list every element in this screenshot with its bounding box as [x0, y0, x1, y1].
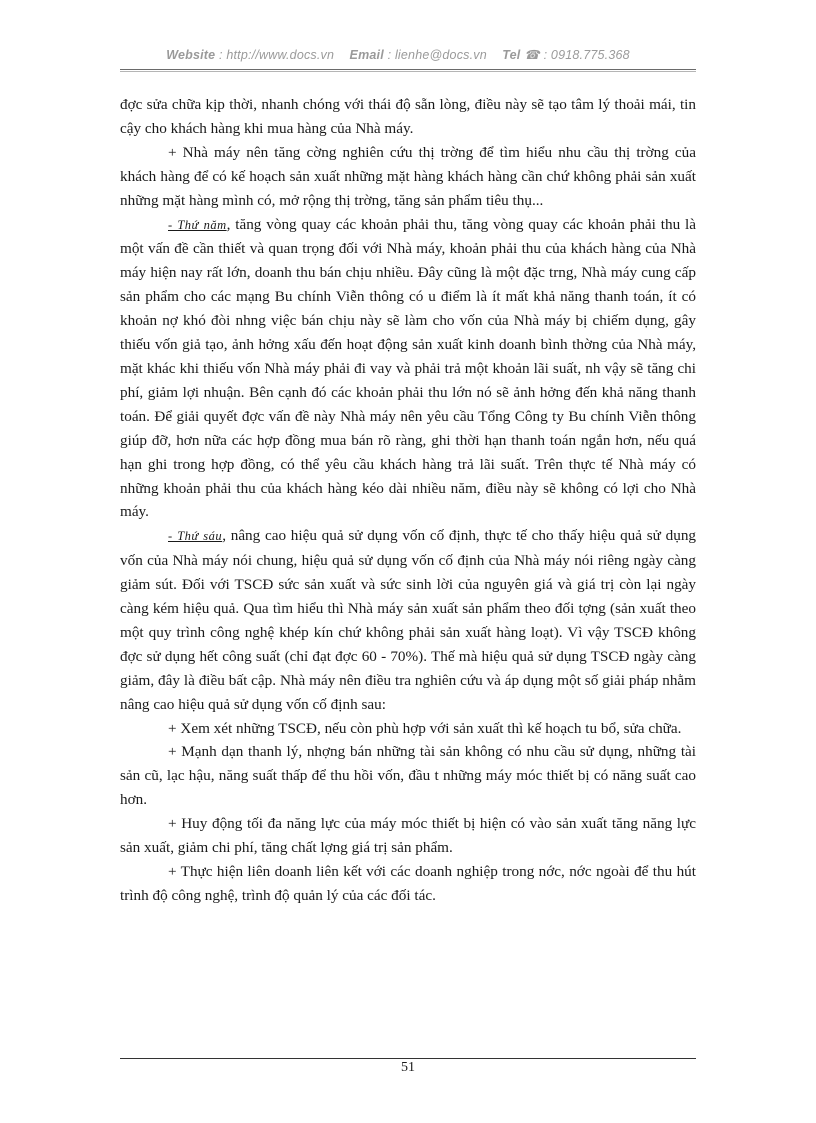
paragraph-text: , nâng cao hiệu quả sử dụng vốn cố định, thực tế cho thấy hiệu quả sử dụng vốn của Nhà máy nói chung, hiệu quả sử dụng vốn cố định của Nhà máy nói riêng ngày càng giảm sút. Đối với TSCĐ sức sản xuất và sức sinh lời của nguyên giá và giá trị còn lại ngày càng kém hiệu quả. Qua tìm hiểu thì Nhà máy sản xuất sản phẩm theo đối tợng (sản xuất theo một quy trình công nghệ khép kín chứ không phải sản xuất hàng loạt). Vì vậy TSCĐ không đợc sử dụng hết công suất (chỉ đạt đợc 60 - 70%). Thế mà hiệu quả sử dụng TSCĐ ngày càng giảm, đây là điều bất cập. Nhà máy nên điều tra nghiên cứu và áp dụng một số giải pháp nhằm nâng cao hiệu quả sử dụng vốn cố định sau: [120, 527, 697, 713]
paragraph-lead: - Thứ năm [168, 217, 227, 232]
paragraph-fifth-solution [120, 213, 696, 525]
footer-divider [120, 1058, 696, 1059]
page-number: 51 [401, 1060, 415, 1075]
paragraph-text: + Thực hiện liên doanh liên kết với các doanh nghiệp trong nớc, nớc ngoài để thu hút trình độ công nghệ, trình độ quản lý của các đối tác. [120, 863, 696, 904]
email-link[interactable]: : lienhe@docs.vn [387, 48, 487, 62]
bullet-maximize-capacity [120, 812, 696, 860]
paragraph-continuation [120, 93, 696, 141]
paragraph-sixth-solution [120, 524, 696, 716]
email-label: Email [349, 48, 384, 62]
tel-label: Tel [502, 48, 521, 62]
bullet-review-assets [120, 717, 696, 741]
website-link[interactable]: : http://www.docs.vn [219, 48, 335, 62]
paragraph-text: + Nhà máy nên tăng cờng nghiên cứu thị trờng để tìm hiểu nhu cầu thị trờng của khách hàng để có kế hoạch sản xuất những mặt hàng khách hàng cần chứ không phải sản xuất những mặt hàng mình có, mở rộng thị trờng, tăng sản phẩm tiêu thụ... [120, 143, 696, 209]
bullet-liquidate-assets [120, 740, 696, 812]
paragraph-text: , tăng vòng quay các khoản phải thu, tăng vòng quay các khoản phải thu là một vấn đề cần thiết và quan trọng đối với Nhà máy, khoản phải thu của khách hàng của Nhà máy hiện nay rất lớn, doanh thu bán chịu nhiều. Đây cũng là một đặc trng, Nhà máy cung cấp sản phẩm cho các mạng Bu chính Viễn thông có u điểm là ít mất khả năng thanh toán, ít có khoản nợ khó đòi nhng việc bán chịu này sẽ làm cho vốn của Nhà máy bị chiếm dụng, gây thiếu vốn giả tạo, ảnh hởng xấu đến hoạt động sản xuất kinh doanh bình thờng của Nhà máy, mặt khác khi thiếu vốn Nhà máy phải đi vay và phải trả một khoản lãi suất, nh vậy sẽ tăng chi phí, giảm lợi nhuận. Bên cạnh đó các khoản phải thu lớn nó sẽ ảnh hởng đến khả năng thanh toán. Để giải quyết đợc vấn đề này Nhà máy nên yêu cầu Tổng Công ty Bu chính Viễn thông giúp đỡ, hơn nữa các hợp đồng mua bán rõ ràng, ghi thời hạn thanh toán ngắn hơn, nếu quá hạn ghi trong hợp đồng, có thể yêu cầu khách hàng trả lãi suất. Trên thực tế Nhà máy có những khoản phải thu của khách hàng kéo dài nhiều năm, điều này sẽ không có lợi cho Nhà máy. [120, 215, 696, 521]
paragraph-text: + Xem xét những TSCĐ, nếu còn phù hợp với sản xuất thì kế hoạch tu bổ, sửa chữa. [168, 719, 682, 737]
paragraph-text: + Huy động tối đa năng lực của máy móc thiết bị hiện có vào sản xuất tăng năng lực sản xuất, giảm chi phí, tăng chất lợng giá trị sản phẩm. [120, 815, 696, 857]
header-divider [120, 69, 696, 72]
page-header [60, 0, 736, 62]
paragraph-text: đợc sửa chữa kịp thời, nhanh chóng với thái độ sẵn lòng, điều này sẽ tạo tâm lý thoải mái, tin cậy cho khách hàng khi mua hàng của Nhà máy. [120, 96, 696, 137]
website-label: Website [166, 48, 216, 62]
tel-value: ☎ : 0918.775.368 [524, 48, 630, 62]
bullet-joint-venture [120, 860, 696, 908]
paragraph-lead: - Thứ sáu [168, 529, 223, 544]
paragraph-market-research [120, 141, 696, 213]
paragraph-text: + Mạnh dạn thanh lý, nhợng bán những tài sản không có nhu cầu sử dụng, những tài sản cũ, lạc hậu, năng suất thấp để thu hồi vốn, đầu t những máy móc thiết bị có năng suất cao hơn. [120, 743, 696, 809]
document-body [120, 93, 696, 908]
